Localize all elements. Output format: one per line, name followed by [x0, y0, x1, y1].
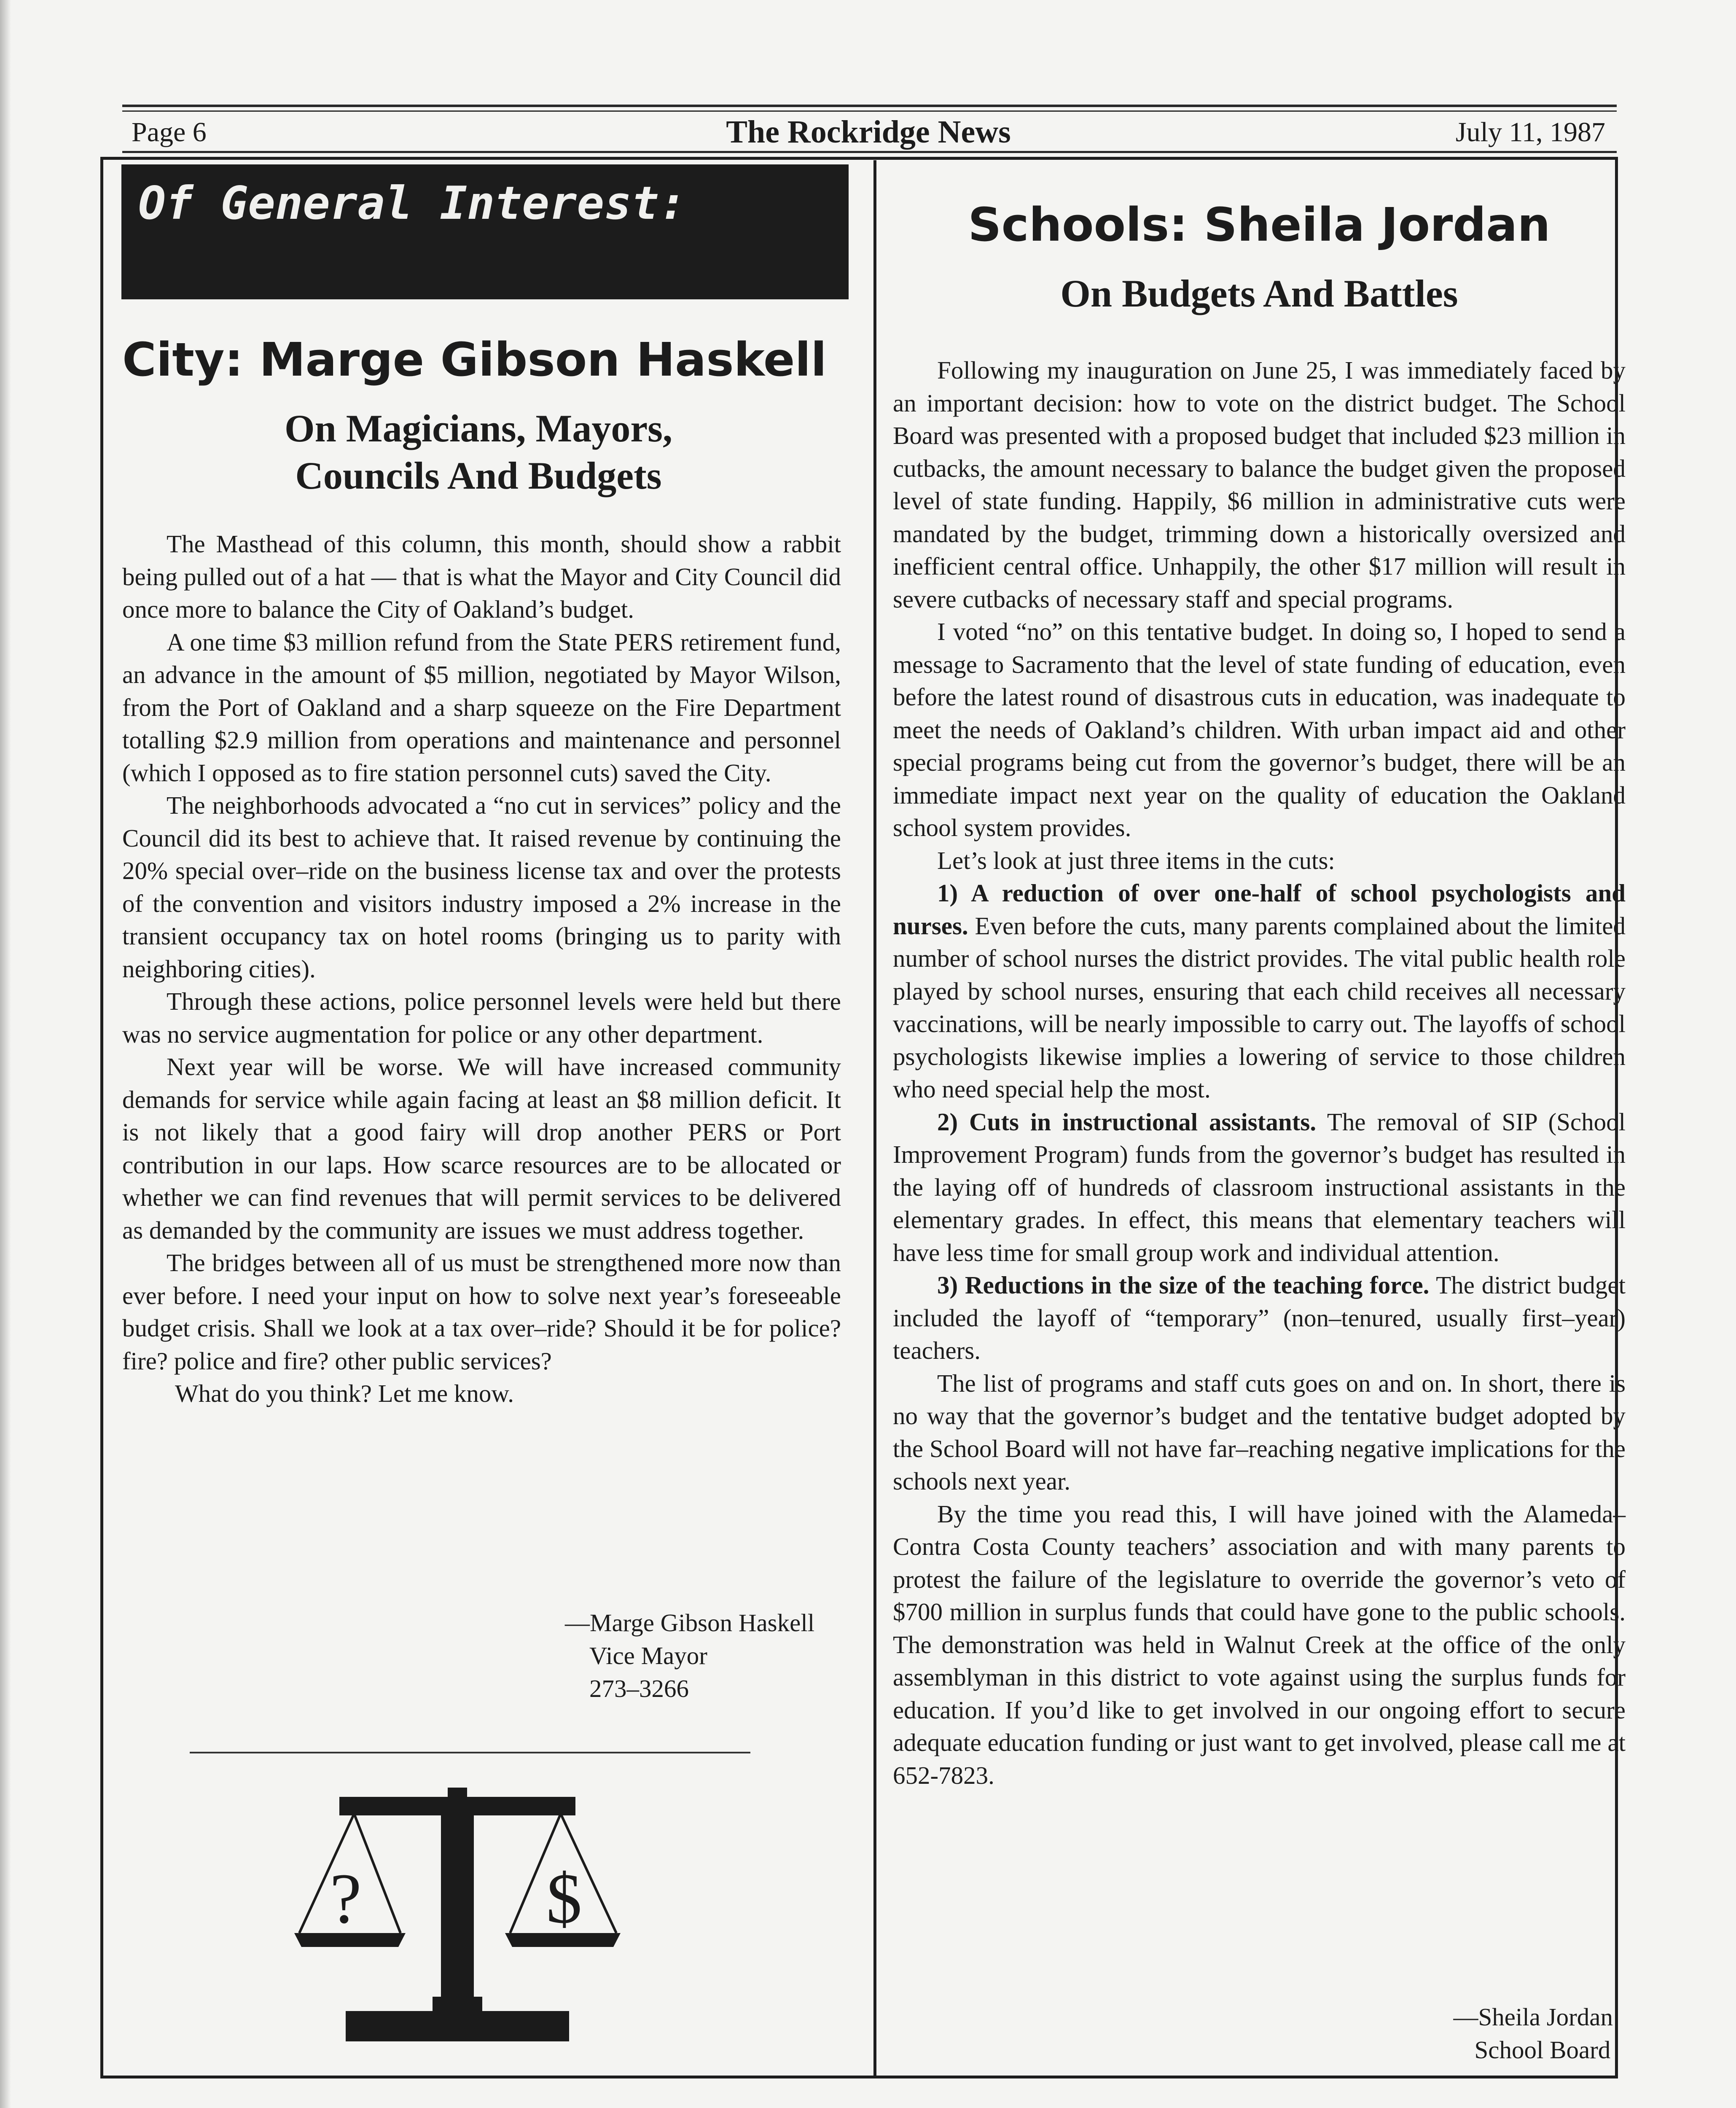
paragraph-text: The district budget included the layoff of “temporary” (non–tenured, usually first–year) teachers. — [893, 1271, 1626, 1364]
left-pan-symbol: ? — [330, 1859, 362, 1938]
right-paragraph — [893, 844, 1626, 877]
paragraph-lead: 1) A reduction of over one-half of school psychologists and nurses. — [893, 879, 1626, 940]
left-paragraph: The Masthead of this column, this month, should show a rabbit being pulled out of a hat — that is what the Mayor and City Council did once more to balance the City of Oakland’s budget. — [122, 530, 841, 623]
issue-date: July 11, 1987 — [1455, 117, 1605, 148]
left-article-body — [122, 528, 841, 1410]
scale-top-knob — [448, 1788, 467, 1797]
right-pan-symbol: $ — [546, 1859, 582, 1938]
page-edge-shadow — [0, 0, 11, 2108]
right-article-body — [893, 354, 1626, 1792]
left-paragraph: The neighborhoods advocated a “no cut in services” policy and the Council did its best to achieve that. It raised revenue by continuing the 20% special over–ride on the business license tax and over the protests of the convention and visitors industry imposed a 2% increase in the transient occupancy tax on hotel rooms (bringing us to parity with neighboring cities). — [122, 791, 841, 983]
right-paragraph — [893, 616, 1626, 844]
right-paragraph — [893, 354, 1626, 616]
illustration-rule — [190, 1752, 750, 1753]
scale-base — [346, 2011, 569, 2041]
paragraph-lead: 2) Cuts in instructional assistants. — [937, 1108, 1317, 1136]
page-number: Page 6 — [132, 117, 207, 148]
page-header — [122, 110, 1615, 153]
left-subhead-line-2: Councils And Budgets — [295, 454, 662, 497]
right-article-subhead: On Budgets And Battles — [1060, 272, 1458, 315]
left-paragraph: The bridges between all of us must be strengthened more now than ever before. I need your input on how to solve next year’s foreseeable budget crisis. Shall we look at a tax over–ride? Should it be for police? fire? police and fire? other public services? — [122, 1249, 841, 1375]
right-signature-title: School Board — [1474, 2036, 1611, 2064]
section-banner — [121, 164, 849, 299]
scales-of-justice-illustration — [291, 1788, 624, 2045]
paragraph-text: I voted “no” on this tentative budget. In doing so, I hoped to send a message to Sacramento that the level of state funding of education, even before the latest round of disastrous cuts in education, was inadequate to meet the needs of Oakland’s children. With urban impact aid and other special programs being cut from the governor’s budget, there will be an immediate impact next year on the quality of education the Oakland school system provides. — [893, 618, 1626, 842]
left-subhead-line-1: On Magicians, Mayors, — [285, 407, 672, 450]
paragraph-lead: 3) Reductions in the size of the teaching force. — [937, 1271, 1430, 1299]
right-paragraph — [893, 1106, 1626, 1269]
left-paragraph: A one time $3 million refund from the State PERS retirement fund, an advance in the amount of $5 million, negotiated by Mayor Wilson, from the Port of Oakland and a sharp squeeze on the Fire Department totalling $2.9 million from operations and maintenance and personnel (which I opposed as to fire station personnel cuts) saved the City. — [122, 628, 841, 787]
left-paragraph: Next year will be worse. We will have increased community demands for service while again facing at least an $8 million deficit. It is not likely that a good fairy will drop another PERS or Port contribution in our laps. How scarce resources are to be allocated or whether we can find revenues that will permit services to be delivered as demanded by the community are issues we must address together. — [122, 1053, 841, 1244]
right-paragraph — [893, 1269, 1626, 1367]
left-signature-title: Vice Mayor — [589, 1642, 707, 1670]
right-paragraph — [893, 877, 1626, 1106]
paragraph-text: By the time you read this, I will have joined with the Alameda–Contra Costa County teachers’ association and with many parents to protest the failure of the legislature to override the governor’s veto of $700 million in surplus funds that could have gone to the public schools. The demonstration was held in Walnut Creek at the office of the only assemblyman in this district to vote against using the surplus funds for education. If you’d like to get involved in our ongoing effort to secure adequate education funding or just want to get involved, please call me at 652-7823. — [893, 1500, 1626, 1789]
left-signature-phone: 273–3266 — [589, 1675, 689, 1702]
right-article-headline: Schools: Sheila Jordan — [968, 198, 1551, 252]
newspaper-name: The Rockridge News — [726, 114, 1011, 150]
header-top-rule — [122, 105, 1617, 107]
paragraph-text: Even before the cuts, many parents complained about the limited number of school nurses the district provides. The vital public health role played by school nurses, ensuring that each child receives all necessary vaccinations, will be nearly impossible to carry out. The layoffs of school psychologists likewise implies a lowering of service to those children who need special help the most. — [893, 911, 1626, 1103]
scale-beam — [339, 1797, 575, 1815]
left-paragraph: What do you think? Let me know. — [175, 1379, 514, 1407]
scale-base-neck — [433, 1997, 482, 2011]
right-paragraph — [893, 1498, 1626, 1792]
section-banner-title: Of General Interest: — [138, 177, 687, 230]
left-article-headline: City: Marge Gibson Haskell — [122, 333, 827, 387]
left-article-signature — [565, 1606, 814, 1705]
right-signature-name: —Sheila Jordan — [1453, 2003, 1613, 2031]
right-paragraph — [893, 1367, 1626, 1498]
left-signature-name: —Marge Gibson Haskell — [565, 1609, 815, 1637]
paragraph-text: Following my inauguration on June 25, I was immediately faced by an important decision: how to vote on the district budget. The School Board was presented with a proposed budget that included $23 million in cutbacks, the amount necessary to balance the budget given the proposed level of state funding. Happily, $6 million in administrative cuts were mandated by the budget, trimming down a historically oversized and inefficient central office. Unhappily, the other $17 million will result in severe cutbacks of necessary staff and special programs. — [893, 356, 1626, 613]
paragraph-text: The list of programs and staff cuts goes on and on. In short, there is no way that the governor’s budget and the tentative budget adopted by the School Board will not have far–reaching negative implications for the schools next year. — [893, 1369, 1626, 1495]
column-divider — [873, 160, 876, 2076]
scale-pillar — [441, 1815, 474, 1997]
paragraph-text: The removal of SIP (School Improvement Program) funds from the governor’s budget has resulted in the laying off of hundreds of classroom instructional assistants in the elementary grades. In effect, this means that elementary teachers will have less time for small group work and individual attention. — [893, 1108, 1626, 1266]
left-paragraph: Through these actions, police personnel levels were held but there was no service augmentation for police or any other department. — [122, 987, 841, 1048]
paragraph-text: Let’s look at just three items in the cuts: — [937, 846, 1335, 874]
left-article-subhead — [122, 405, 835, 499]
right-article-signature — [1453, 2000, 1613, 2066]
